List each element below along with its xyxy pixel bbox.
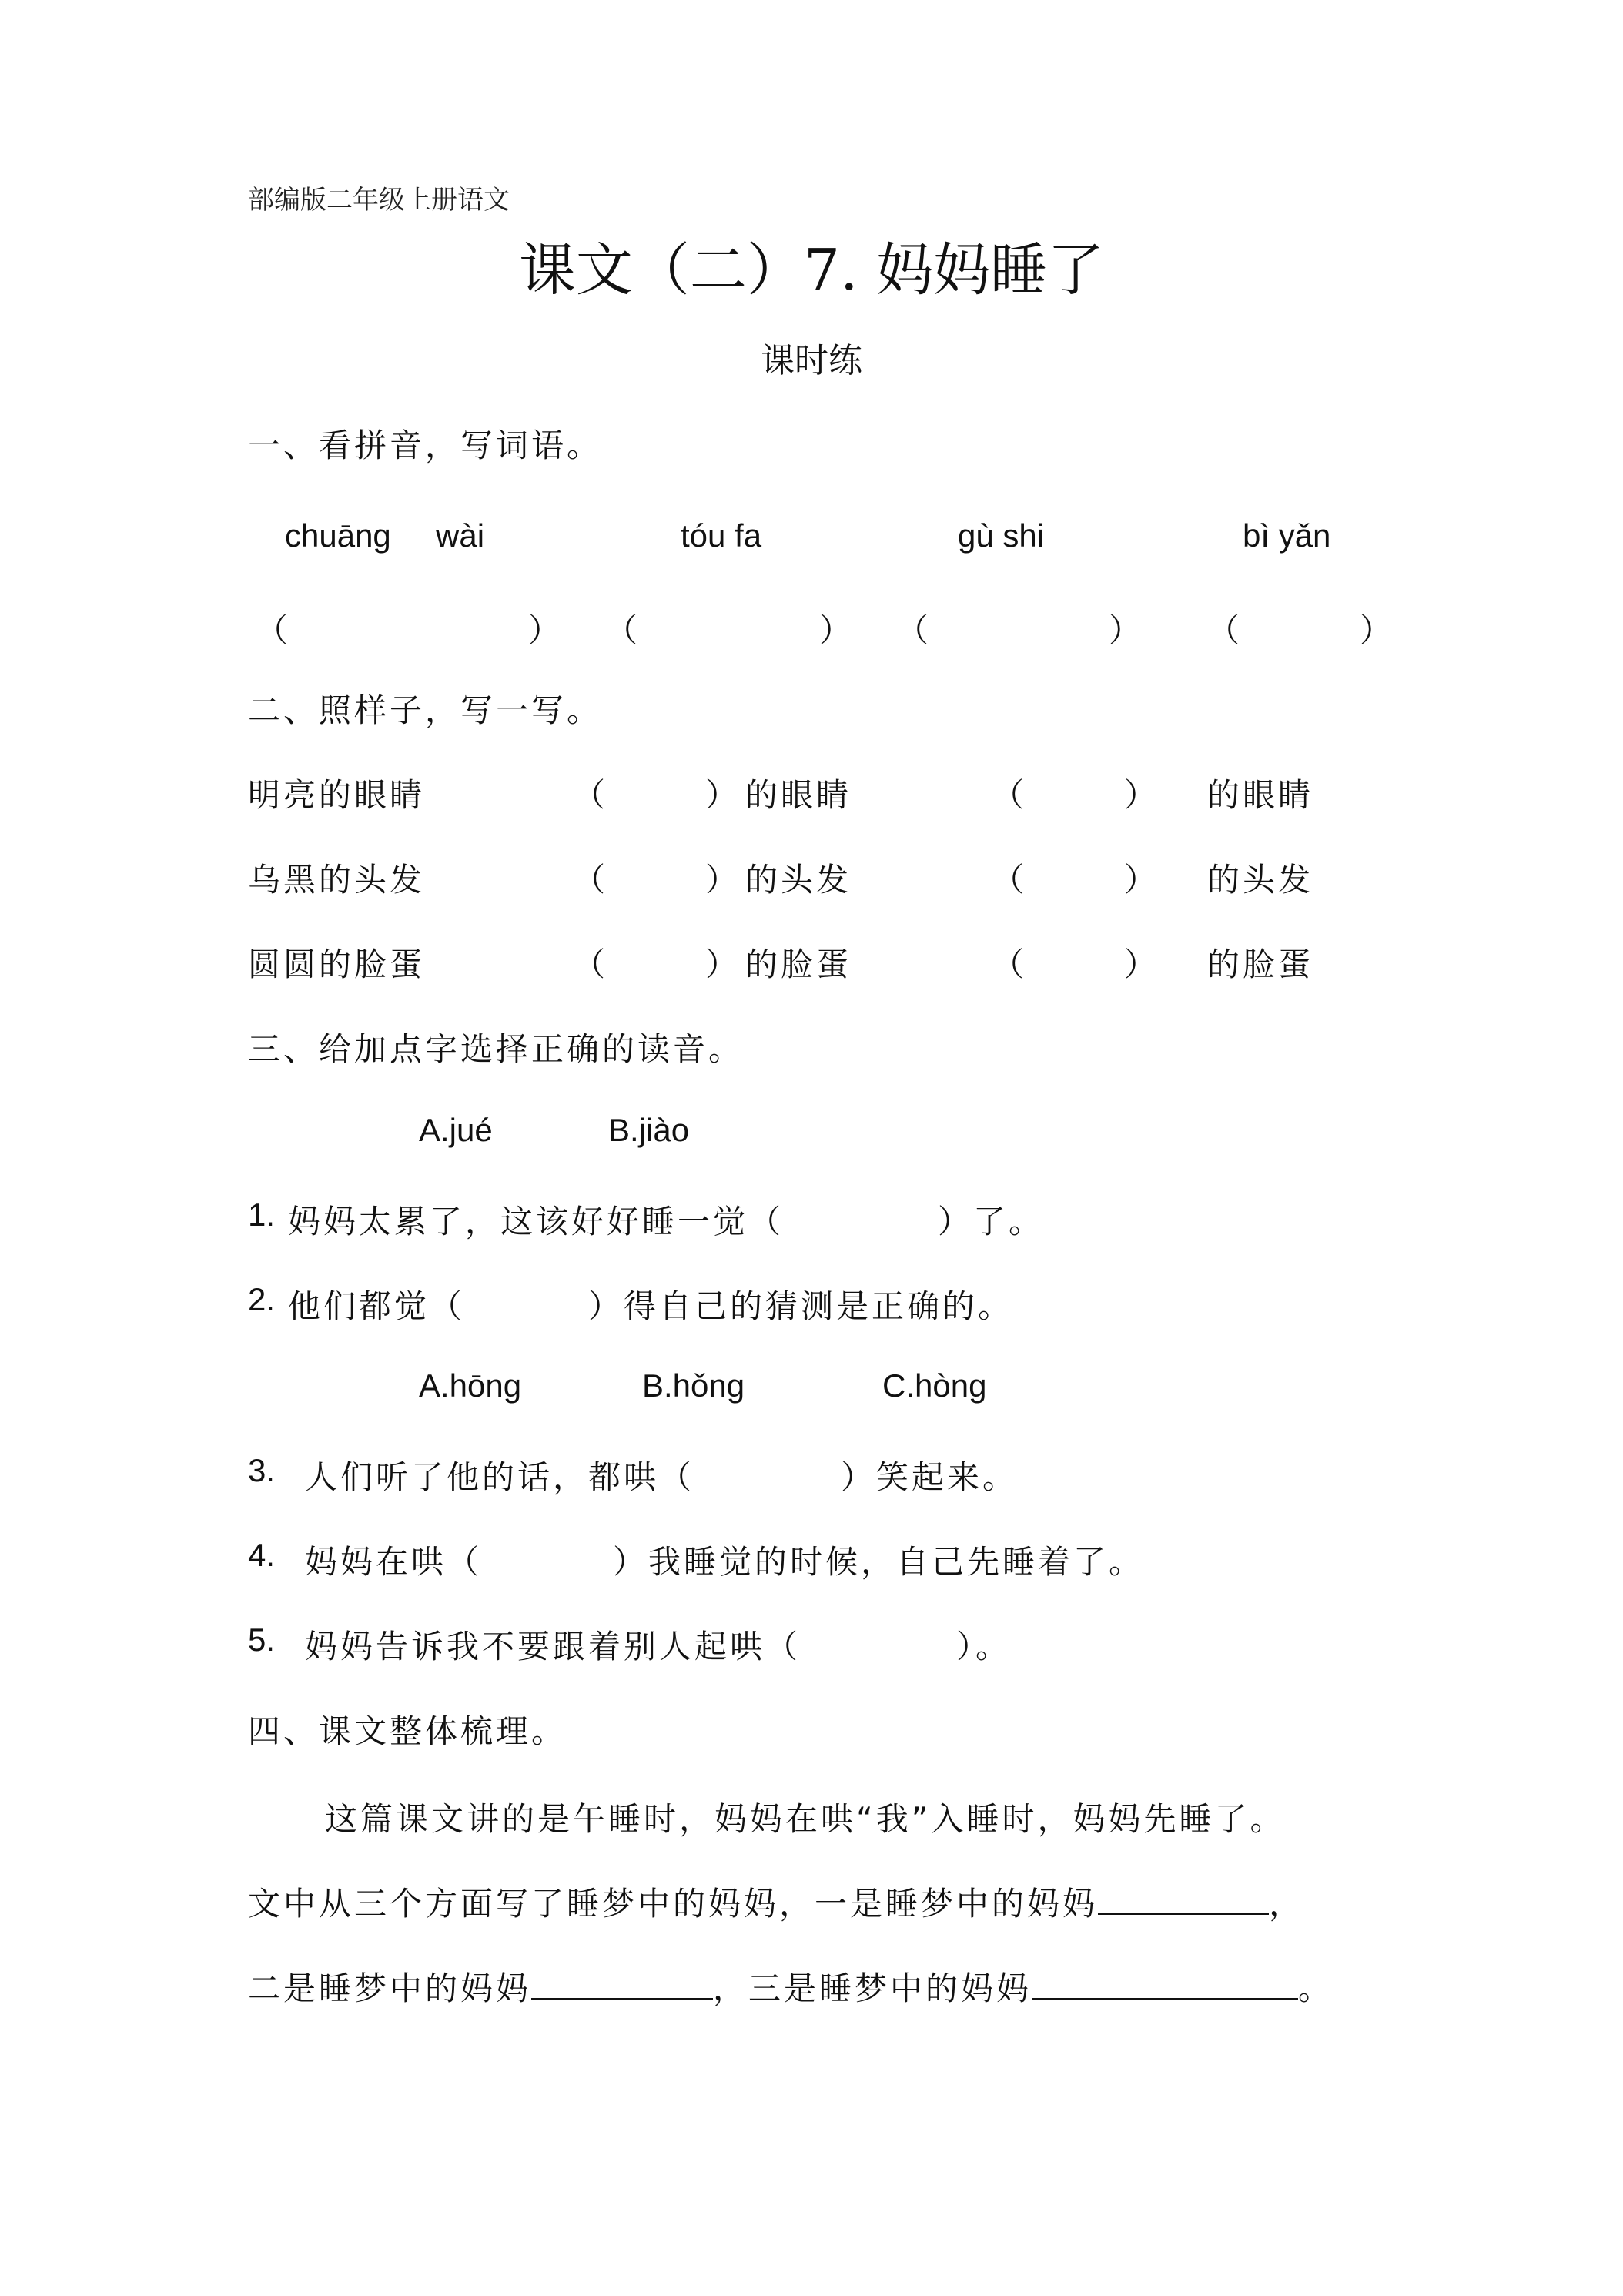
blank-3a-open: （ <box>573 946 609 983</box>
q5-text: 妈妈告诉我不要跟着别人起哄（ <box>305 1628 801 1665</box>
q4-text-end: ）我睡觉的时候，自己先睡着了。 <box>613 1543 1145 1581</box>
q4-number: 4. <box>248 1537 276 1573</box>
section1-heading: 一、看拼音，写词语。 <box>248 427 603 464</box>
answer-box-1-close: ） <box>528 611 564 649</box>
q3-text-end: ）笑起来。 <box>841 1458 1019 1496</box>
summary-line-3-text: 二是睡梦中的妈妈 <box>248 1970 532 2007</box>
document-header: 部编版二年级上册语文 <box>248 185 510 216</box>
answer-box-4-close: ） <box>1360 611 1396 649</box>
blank-2a-close: ） <box>705 861 741 899</box>
fill-blank-1[interactable] <box>1098 1883 1269 1915</box>
example-3: 圆圆的脸蛋 <box>248 946 426 983</box>
suffix-3a: 的脸蛋 <box>745 946 852 983</box>
section2-heading: 二、照样子，写一写。 <box>248 691 603 729</box>
fill-blank-2[interactable] <box>531 1967 713 2000</box>
blank-3b-open: （ <box>992 946 1028 983</box>
pinyin-3: tóu fa <box>681 517 762 554</box>
q1-text-end: ）了。 <box>938 1203 1045 1240</box>
pinyin-5: bì yǎn <box>1243 517 1331 554</box>
summary-line-2-text: 文中从三个方面写了睡梦中的妈妈，一是睡梦中的妈妈 <box>248 1885 1099 1923</box>
answer-box-1-open: （ <box>256 611 292 649</box>
q5-number: 5. <box>248 1622 276 1658</box>
fill-blank-3[interactable] <box>1032 1967 1298 2000</box>
option-hong3: B.hǒng <box>642 1367 745 1404</box>
pinyin-4: gù shi <box>958 517 1045 554</box>
q5-text-end: ）。 <box>956 1628 1012 1665</box>
page-title: 课文（二）7. 妈妈睡了 <box>518 237 1105 303</box>
answer-box-3-close: ） <box>1109 611 1145 649</box>
q1-text: 妈妈太累了，这该好好睡一觉（ <box>288 1203 785 1240</box>
suffix-2a: 的头发 <box>745 861 852 899</box>
summary-line-1: 这篇课文讲的是午睡时，妈妈在哄“我”入睡时，妈妈先睡了。 <box>325 1800 1286 1838</box>
suffix-1b: 的眼睛 <box>1207 776 1314 814</box>
q2-text: 他们都觉（ <box>288 1287 466 1325</box>
blank-2b-close: ） <box>1124 861 1160 899</box>
option-jiao: B.jiào <box>608 1112 690 1148</box>
summary-line-3 <box>248 1963 1334 2010</box>
section4-heading: 四、课文整体梳理。 <box>248 1712 567 1750</box>
answer-box-2-open: （ <box>605 611 641 649</box>
suffix-1a: 的眼睛 <box>745 776 852 814</box>
q4-text: 妈妈在哄（ <box>305 1543 483 1581</box>
blank-1b-close: ） <box>1124 776 1160 814</box>
pinyin-2: wài <box>436 517 485 554</box>
summary-line-2 <box>248 1879 1304 1925</box>
blank-3a-close: ） <box>705 946 741 983</box>
pinyin-1: chuāng <box>285 517 391 554</box>
summary-line-2-comma: ， <box>1269 1885 1305 1923</box>
blank-1b-open: （ <box>992 776 1028 814</box>
answer-box-4-open: （ <box>1207 611 1243 649</box>
answer-box-3-open: （ <box>896 611 932 649</box>
example-1: 明亮的眼睛 <box>248 776 426 814</box>
option-hong4: C.hòng <box>882 1367 987 1404</box>
suffix-2b: 的头发 <box>1207 861 1314 899</box>
option-hong1: A.hōng <box>419 1367 522 1404</box>
summary-line-3-end: 。 <box>1298 1970 1334 2007</box>
q1-number: 1. <box>248 1197 276 1233</box>
section3-heading: 三、给加点字选择正确的读音。 <box>248 1030 745 1068</box>
blank-1a-open: （ <box>573 776 609 814</box>
suffix-3b: 的脸蛋 <box>1207 946 1314 983</box>
q2-text-end: ）得自己的猜测是正确的。 <box>588 1287 1014 1325</box>
page-subtitle: 课时练 <box>761 341 862 380</box>
example-2: 乌黑的头发 <box>248 861 426 899</box>
blank-2a-open: （ <box>573 861 609 899</box>
q3-text: 人们听了他的话，都哄（ <box>305 1458 695 1496</box>
q3-number: 3. <box>248 1452 276 1488</box>
blank-3b-close: ） <box>1124 946 1160 983</box>
answer-box-2-close: ） <box>819 611 855 649</box>
summary-line-3-mid: ，三是睡梦中的妈妈 <box>713 1970 1032 2007</box>
q2-number: 2. <box>248 1281 276 1317</box>
option-jue: A.jué <box>419 1112 493 1148</box>
blank-1a-close: ） <box>705 776 741 814</box>
blank-2b-open: （ <box>992 861 1028 899</box>
